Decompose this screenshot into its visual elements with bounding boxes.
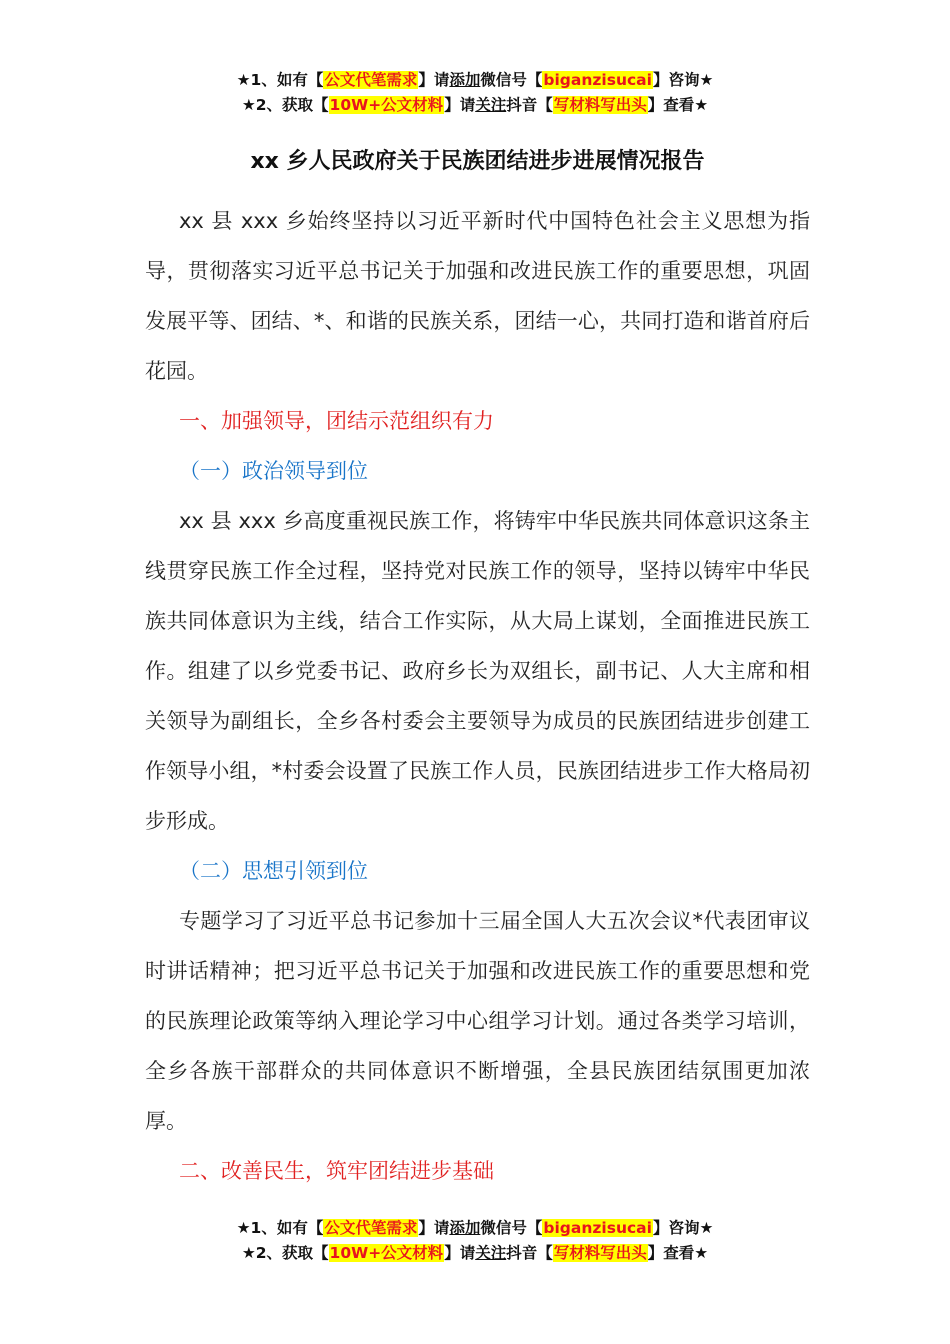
highlight-douyin: 写材料写出头 — [553, 96, 647, 114]
banner-line-2: ★2、获取【10W+公文材料】请关注抖音【写材料写出头】查看★ — [241, 1244, 709, 1262]
highlight-wechat-id: biganzisucai — [543, 1219, 652, 1237]
highlight-service: 公文代笔需求 — [324, 1219, 418, 1237]
highlight-materials: 10W+公文材料 — [329, 1244, 444, 1262]
document-title: xx 乡人民政府关于民族团结进步进展情况报告 — [250, 149, 705, 174]
footer-banner — [0, 1216, 950, 1266]
subsection-1-heading: （一）政治领导到位 — [179, 459, 368, 483]
banner-line-2: ★2、获取【10W+公文材料】请关注抖音【写材料写出头】查看★ — [241, 96, 709, 114]
banner-line-1: ★1、如有【公文代笔需求】请添加微信号【biganzisucai】咨询★ — [236, 71, 714, 89]
section-1-heading: 一、加强领导，团结示范组织有力 — [179, 409, 494, 433]
intro-paragraph: xx 县 xxx 乡始终坚持以习近平新时代中国特色社会主义思想为指导，贯彻落实习近平总书记关于加强和改进民族工作的重要思想，巩固发展平等、团结、*、和谐的民族关系，团结一心，共同打造和谐首府后花园。 — [145, 209, 810, 383]
subsection-1-paragraph: xx 县 xxx 乡高度重视民族工作，将铸牢中华民族共同体意识这条主线贯穿民族工作全过程，坚持党对民族工作的领导，坚持以铸牢中华民族共同体意识为主线，结合工作实际，从大局上谋划，全面推进民族工作。组建了以乡党委书记、政府乡长为双组长，副书记、人大主席和相关领导为副组长，全乡各村委会主要领导为成员的民族团结进步创建工作领导小组，*村委会设置了民族工作人员，民族团结进步工作大格局初步形成。 — [145, 509, 810, 833]
highlight-douyin: 写材料写出头 — [553, 1244, 647, 1262]
header-banner — [0, 68, 950, 118]
subsection-2-heading: （二）思想引领到位 — [179, 859, 368, 883]
highlight-service: 公文代笔需求 — [324, 71, 418, 89]
banner-line-1: ★1、如有【公文代笔需求】请添加微信号【biganzisucai】咨询★ — [236, 1219, 714, 1237]
highlight-wechat-id: biganzisucai — [543, 71, 652, 89]
subsection-2-paragraph: 专题学习了习近平总书记参加十三届全国人大五次会议*代表团审议时讲话精神；把习近平总书记关于加强和改进民族工作的重要思想和党的民族理论政策等纳入理论学习中心组学习计划。通过各类学习培训，全乡各族干部群众的共同体意识不断增强，全县民族团结氛围更加浓厚。 — [145, 909, 810, 1133]
section-2-heading: 二、改善民生，筑牢团结进步基础 — [179, 1159, 494, 1183]
document-body — [145, 140, 810, 1196]
highlight-materials: 10W+公文材料 — [329, 96, 444, 114]
